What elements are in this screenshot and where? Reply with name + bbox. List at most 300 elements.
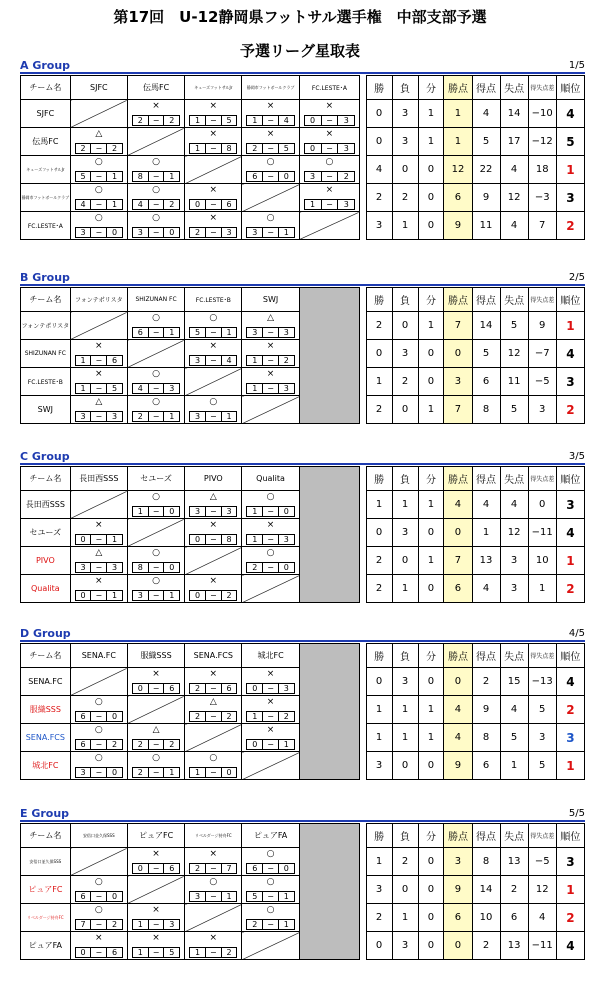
result-symbol: △ (209, 697, 217, 707)
match-result-cell (242, 368, 299, 396)
match-result-cell (70, 547, 127, 575)
stat-gd: −3 (528, 184, 556, 212)
score-box (304, 199, 356, 210)
score-separator: − (90, 892, 106, 901)
goals-against: 0 (278, 563, 294, 572)
goals-against: 4 (221, 356, 237, 365)
group-header (20, 627, 585, 642)
result-symbol: ○ (266, 492, 275, 502)
score-box (189, 227, 237, 238)
stat-gf: 8 (472, 848, 500, 876)
score-box (189, 683, 237, 694)
team-name: SJFC (21, 100, 71, 128)
stat-win: 1 (366, 696, 392, 724)
standings-table (20, 287, 585, 424)
score-separator: − (205, 864, 221, 873)
stat-gf: 4 (472, 100, 500, 128)
stat-rank: 5 (556, 128, 584, 156)
stat-ga: 3 (500, 575, 528, 603)
goals-for: 1 (252, 356, 258, 365)
team-row (21, 156, 585, 184)
stat-gf: 8 (472, 724, 500, 752)
stat-loss: 1 (392, 696, 418, 724)
match-result-cell (185, 312, 242, 340)
stat-win: 2 (366, 184, 392, 212)
self-match-cell (185, 547, 242, 575)
stat-gd: 9 (528, 312, 556, 340)
match-result-cell (185, 575, 242, 603)
stat-gf: 5 (472, 340, 500, 368)
match-result-cell (70, 904, 127, 932)
result-symbol: ○ (152, 548, 160, 558)
stat-points: 3 (444, 368, 472, 396)
match-result-cell (185, 848, 242, 876)
match-result-cell (127, 368, 184, 396)
header-row (21, 644, 585, 668)
score-box (132, 919, 180, 930)
score-box (246, 115, 294, 126)
match-result-cell (127, 156, 184, 184)
result-symbol: △ (152, 725, 160, 735)
score-box (246, 227, 294, 238)
stat-ga: 12 (500, 184, 528, 212)
score-box (75, 199, 123, 210)
match-result-cell (127, 212, 184, 240)
opponent-header: 城北FC (242, 644, 299, 668)
goals-against: 0 (106, 228, 122, 237)
self-match-cell (70, 100, 127, 128)
result-symbol: ○ (266, 849, 275, 859)
score-separator: − (262, 144, 278, 153)
goals-for: 1 (195, 768, 201, 777)
score-box (246, 683, 294, 694)
stat-gf: 1 (472, 519, 500, 547)
result-symbol: ○ (152, 313, 160, 323)
goals-against: 3 (278, 384, 294, 393)
stat-header-rank: 順位 (556, 76, 584, 100)
goals-against: 3 (106, 412, 122, 421)
goals-against: 0 (106, 768, 122, 777)
result-symbol: × (152, 933, 160, 943)
score-separator: − (90, 200, 106, 209)
stat-points: 1 (444, 100, 472, 128)
team-header: チーム名 (21, 824, 71, 848)
stat-loss: 3 (392, 340, 418, 368)
result-symbol: × (95, 369, 103, 379)
score-box (75, 411, 123, 422)
score-separator: − (205, 200, 221, 209)
match-result-cell (242, 904, 299, 932)
group-header (20, 271, 585, 286)
stat-gd: −7 (528, 340, 556, 368)
score-box (304, 171, 356, 182)
score-separator: − (205, 684, 221, 693)
goals-against: 2 (106, 920, 122, 929)
result-symbol: × (266, 697, 275, 707)
goals-for: 1 (252, 535, 258, 544)
group-header (20, 807, 585, 822)
team-row (21, 184, 585, 212)
team-name: フォンテポリスタ (21, 312, 71, 340)
opponent-header: 伝馬FC (127, 76, 184, 100)
result-symbol: ○ (209, 313, 218, 323)
score-box (75, 919, 123, 930)
stat-draw: 0 (418, 932, 444, 960)
score-separator: − (90, 356, 106, 365)
goals-for: 8 (137, 563, 143, 572)
goals-against: 2 (221, 712, 237, 721)
result-symbol: ○ (94, 725, 103, 735)
goals-against: 2 (163, 200, 179, 209)
stat-rank: 4 (556, 519, 584, 547)
goals-against: 1 (221, 328, 237, 337)
opponent-header: セユーズ (127, 467, 184, 491)
goals-for: 1 (252, 507, 258, 516)
score-separator: − (148, 172, 164, 181)
goals-against: 0 (221, 768, 237, 777)
stat-header-ga: 失点 (500, 288, 528, 312)
stat-points: 6 (444, 904, 472, 932)
result-symbol: △ (95, 397, 103, 407)
score-box (75, 171, 123, 182)
score-box (75, 562, 123, 573)
match-result-cell (70, 575, 127, 603)
stat-win: 1 (366, 368, 392, 396)
stat-draw: 0 (418, 575, 444, 603)
header-row (21, 824, 585, 848)
team-name: 城北FC (21, 752, 71, 780)
self-match-cell (127, 696, 184, 724)
stat-loss: 1 (392, 904, 418, 932)
score-separator: − (148, 684, 164, 693)
goals-against: 2 (278, 712, 294, 721)
score-box (75, 534, 123, 545)
stat-win: 0 (366, 668, 392, 696)
self-match-cell (242, 752, 299, 780)
stat-win: 1 (366, 848, 392, 876)
score-separator: − (205, 356, 221, 365)
stat-draw: 1 (418, 128, 444, 156)
goals-against: 2 (278, 356, 294, 365)
score-box (189, 767, 237, 778)
score-separator: − (90, 920, 106, 929)
goals-against: 6 (163, 684, 179, 693)
stat-win: 2 (366, 312, 392, 340)
stat-gf: 6 (472, 368, 500, 396)
score-box (189, 947, 237, 958)
stat-header-gd: 得失点差 (528, 644, 556, 668)
goals-against: 1 (278, 228, 294, 237)
opponent-header: 長田西SSS (70, 467, 127, 491)
match-result-cell (127, 100, 184, 128)
result-symbol: × (266, 129, 275, 139)
stat-points: 1 (444, 128, 472, 156)
stat-points: 4 (444, 696, 472, 724)
match-result-cell (185, 668, 242, 696)
stat-draw: 1 (418, 491, 444, 519)
match-result-cell (127, 575, 184, 603)
score-separator: − (262, 535, 278, 544)
stat-points: 3 (444, 848, 472, 876)
goals-for: 1 (137, 948, 143, 957)
result-symbol: × (152, 905, 160, 915)
match-result-cell (70, 212, 127, 240)
stat-header-rank: 順位 (556, 288, 584, 312)
goals-against: 3 (106, 563, 122, 572)
result-symbol: △ (209, 492, 217, 502)
stat-ga: 3 (500, 547, 528, 575)
result-symbol: × (152, 669, 160, 679)
stat-loss: 1 (392, 491, 418, 519)
match-result-cell (70, 368, 127, 396)
goals-for: 0 (252, 740, 258, 749)
stat-gd: 7 (528, 212, 556, 240)
match-result-cell (242, 696, 299, 724)
score-separator: − (90, 144, 106, 153)
goals-for: 3 (195, 892, 201, 901)
team-name: 安倍口並久保SSS (21, 848, 71, 876)
match-result-cell (242, 340, 299, 368)
goals-against: 6 (221, 200, 237, 209)
stat-win: 0 (366, 100, 392, 128)
stat-win: 3 (366, 212, 392, 240)
stat-gf: 4 (472, 491, 500, 519)
stat-gd: 5 (528, 752, 556, 780)
group-block (20, 627, 585, 777)
match-result-cell (127, 724, 184, 752)
result-symbol: × (209, 213, 218, 223)
self-match-cell (242, 932, 299, 960)
score-separator: − (262, 172, 278, 181)
group-block (20, 59, 585, 237)
stat-rank: 4 (556, 668, 584, 696)
result-symbol: × (209, 669, 218, 679)
goals-against: 5 (106, 384, 122, 393)
score-separator: − (262, 507, 278, 516)
stat-ga: 15 (500, 668, 528, 696)
result-symbol: ○ (94, 753, 103, 763)
score-separator: − (205, 712, 221, 721)
result-symbol: ○ (152, 185, 160, 195)
stat-header-rank: 順位 (556, 644, 584, 668)
stat-points: 7 (444, 312, 472, 340)
goals-against: 6 (163, 864, 179, 873)
team-name: SHIZUNAN FC (21, 340, 71, 368)
stat-points: 6 (444, 575, 472, 603)
stat-ga: 2 (500, 876, 528, 904)
result-symbol: ○ (94, 213, 103, 223)
goals-for: 0 (195, 535, 201, 544)
goals-for: 3 (252, 328, 258, 337)
stat-draw: 0 (418, 668, 444, 696)
score-box (189, 355, 237, 366)
stat-gd: 1 (528, 575, 556, 603)
goals-against: 1 (163, 591, 179, 600)
score-separator: − (205, 412, 221, 421)
score-separator: − (148, 920, 164, 929)
group-title: D Group (20, 627, 71, 640)
stat-gf: 8 (472, 396, 500, 424)
goals-against: 1 (221, 892, 237, 901)
match-result-cell (185, 932, 242, 960)
header-row (21, 76, 585, 100)
goals-against: 1 (106, 172, 122, 181)
score-box (75, 355, 123, 366)
stat-rank: 3 (556, 848, 584, 876)
match-result-cell (185, 519, 242, 547)
result-symbol: × (209, 129, 218, 139)
result-symbol: △ (95, 129, 103, 139)
stat-ga: 12 (500, 340, 528, 368)
goals-against: 1 (106, 591, 122, 600)
page-indicator: 5/5 (568, 808, 585, 819)
match-result-cell (70, 396, 127, 424)
stat-loss: 1 (392, 724, 418, 752)
goals-for: 1 (252, 712, 258, 721)
stat-rank: 2 (556, 575, 584, 603)
stat-points: 4 (444, 724, 472, 752)
stat-gd: −10 (528, 100, 556, 128)
stat-points: 0 (444, 519, 472, 547)
self-match-cell (185, 724, 242, 752)
result-symbol: × (325, 101, 334, 111)
self-match-cell (127, 876, 184, 904)
score-separator: − (148, 768, 164, 777)
goals-against: 5 (221, 116, 237, 125)
goals-for: 1 (195, 144, 201, 153)
opponent-header: SJFC (70, 76, 127, 100)
stat-draw: 0 (418, 519, 444, 547)
result-symbol: ○ (152, 397, 160, 407)
stat-loss: 0 (392, 876, 418, 904)
goals-for: 0 (80, 591, 86, 600)
stat-ga: 14 (500, 100, 528, 128)
goals-against: 1 (278, 920, 294, 929)
group-block (20, 271, 585, 421)
result-symbol: × (325, 185, 334, 195)
stat-loss: 2 (392, 184, 418, 212)
stat-gd: 3 (528, 396, 556, 424)
goals-for: 1 (310, 200, 316, 209)
team-name: 静岡市フットボールクラブ (21, 184, 71, 212)
match-result-cell (185, 100, 242, 128)
goals-against: 3 (278, 328, 294, 337)
goals-for: 0 (80, 948, 86, 957)
goals-against: 6 (221, 684, 237, 693)
score-box (132, 199, 180, 210)
goals-for: 0 (310, 116, 316, 125)
stat-draw: 0 (418, 848, 444, 876)
goals-for: 6 (252, 864, 258, 873)
stat-gd: 10 (528, 547, 556, 575)
stat-header-ga: 失点 (500, 644, 528, 668)
score-box (132, 383, 180, 394)
stat-draw: 0 (418, 368, 444, 396)
goals-against: 1 (221, 412, 237, 421)
stat-gd: 4 (528, 904, 556, 932)
stat-ga: 11 (500, 368, 528, 396)
stat-rank: 2 (556, 212, 584, 240)
self-match-cell (70, 848, 127, 876)
score-box (189, 143, 237, 154)
stat-draw: 1 (418, 396, 444, 424)
result-symbol: × (209, 520, 218, 530)
stat-loss: 3 (392, 128, 418, 156)
score-box (75, 891, 123, 902)
opponent-header: 安倍口並久保SSS (70, 824, 127, 848)
stat-header-loss: 負 (392, 76, 418, 100)
stat-draw: 1 (418, 724, 444, 752)
goals-for: 3 (195, 356, 201, 365)
page-title: 第17回 U-12静岡県フットサル選手権 中部支部予選 (113, 8, 487, 26)
stat-points: 0 (444, 340, 472, 368)
stat-gf: 11 (472, 212, 500, 240)
stat-header-gf: 得点 (472, 467, 500, 491)
stat-draw: 0 (418, 340, 444, 368)
stat-header-gf: 得点 (472, 824, 500, 848)
score-separator: − (90, 948, 106, 957)
score-separator: − (205, 892, 221, 901)
result-symbol: × (95, 341, 103, 351)
result-symbol: ○ (266, 213, 275, 223)
stat-loss: 3 (392, 100, 418, 128)
team-row (21, 100, 585, 128)
score-box (189, 891, 237, 902)
group-title: E Group (20, 807, 70, 820)
goals-against: 3 (278, 684, 294, 693)
result-symbol: × (266, 520, 275, 530)
score-separator: − (90, 384, 106, 393)
score-box (246, 891, 294, 902)
stat-rank: 3 (556, 724, 584, 752)
stat-draw: 0 (418, 752, 444, 780)
stat-points: 0 (444, 668, 472, 696)
team-name: FC.LESTE･B (21, 368, 71, 396)
score-separator: − (148, 228, 164, 237)
result-symbol: ○ (266, 877, 275, 887)
goals-against: 4 (278, 116, 294, 125)
stat-loss: 0 (392, 396, 418, 424)
result-symbol: ○ (209, 877, 218, 887)
goals-against: 3 (337, 200, 354, 209)
score-box (132, 411, 180, 422)
stat-points: 6 (444, 184, 472, 212)
stat-points: 12 (444, 156, 472, 184)
score-box (246, 534, 294, 545)
goals-for: 2 (137, 740, 143, 749)
stat-gf: 14 (472, 312, 500, 340)
match-result-cell (127, 312, 184, 340)
score-separator: − (262, 864, 278, 873)
opponent-header: SHIZUNAN FC (127, 288, 184, 312)
match-result-cell (299, 100, 360, 128)
stat-draw: 1 (418, 547, 444, 575)
goals-for: 1 (195, 116, 201, 125)
score-separator: − (90, 412, 106, 421)
goals-for: 6 (137, 328, 143, 337)
stat-win: 3 (366, 752, 392, 780)
stat-header-points: 勝点 (444, 288, 472, 312)
score-separator: − (205, 144, 221, 153)
match-result-cell (127, 396, 184, 424)
match-result-cell (242, 724, 299, 752)
stat-ga: 13 (500, 848, 528, 876)
score-box (132, 739, 180, 750)
goals-against: 0 (163, 563, 179, 572)
score-box (132, 590, 180, 601)
stat-rank: 1 (556, 752, 584, 780)
match-result-cell (185, 184, 242, 212)
